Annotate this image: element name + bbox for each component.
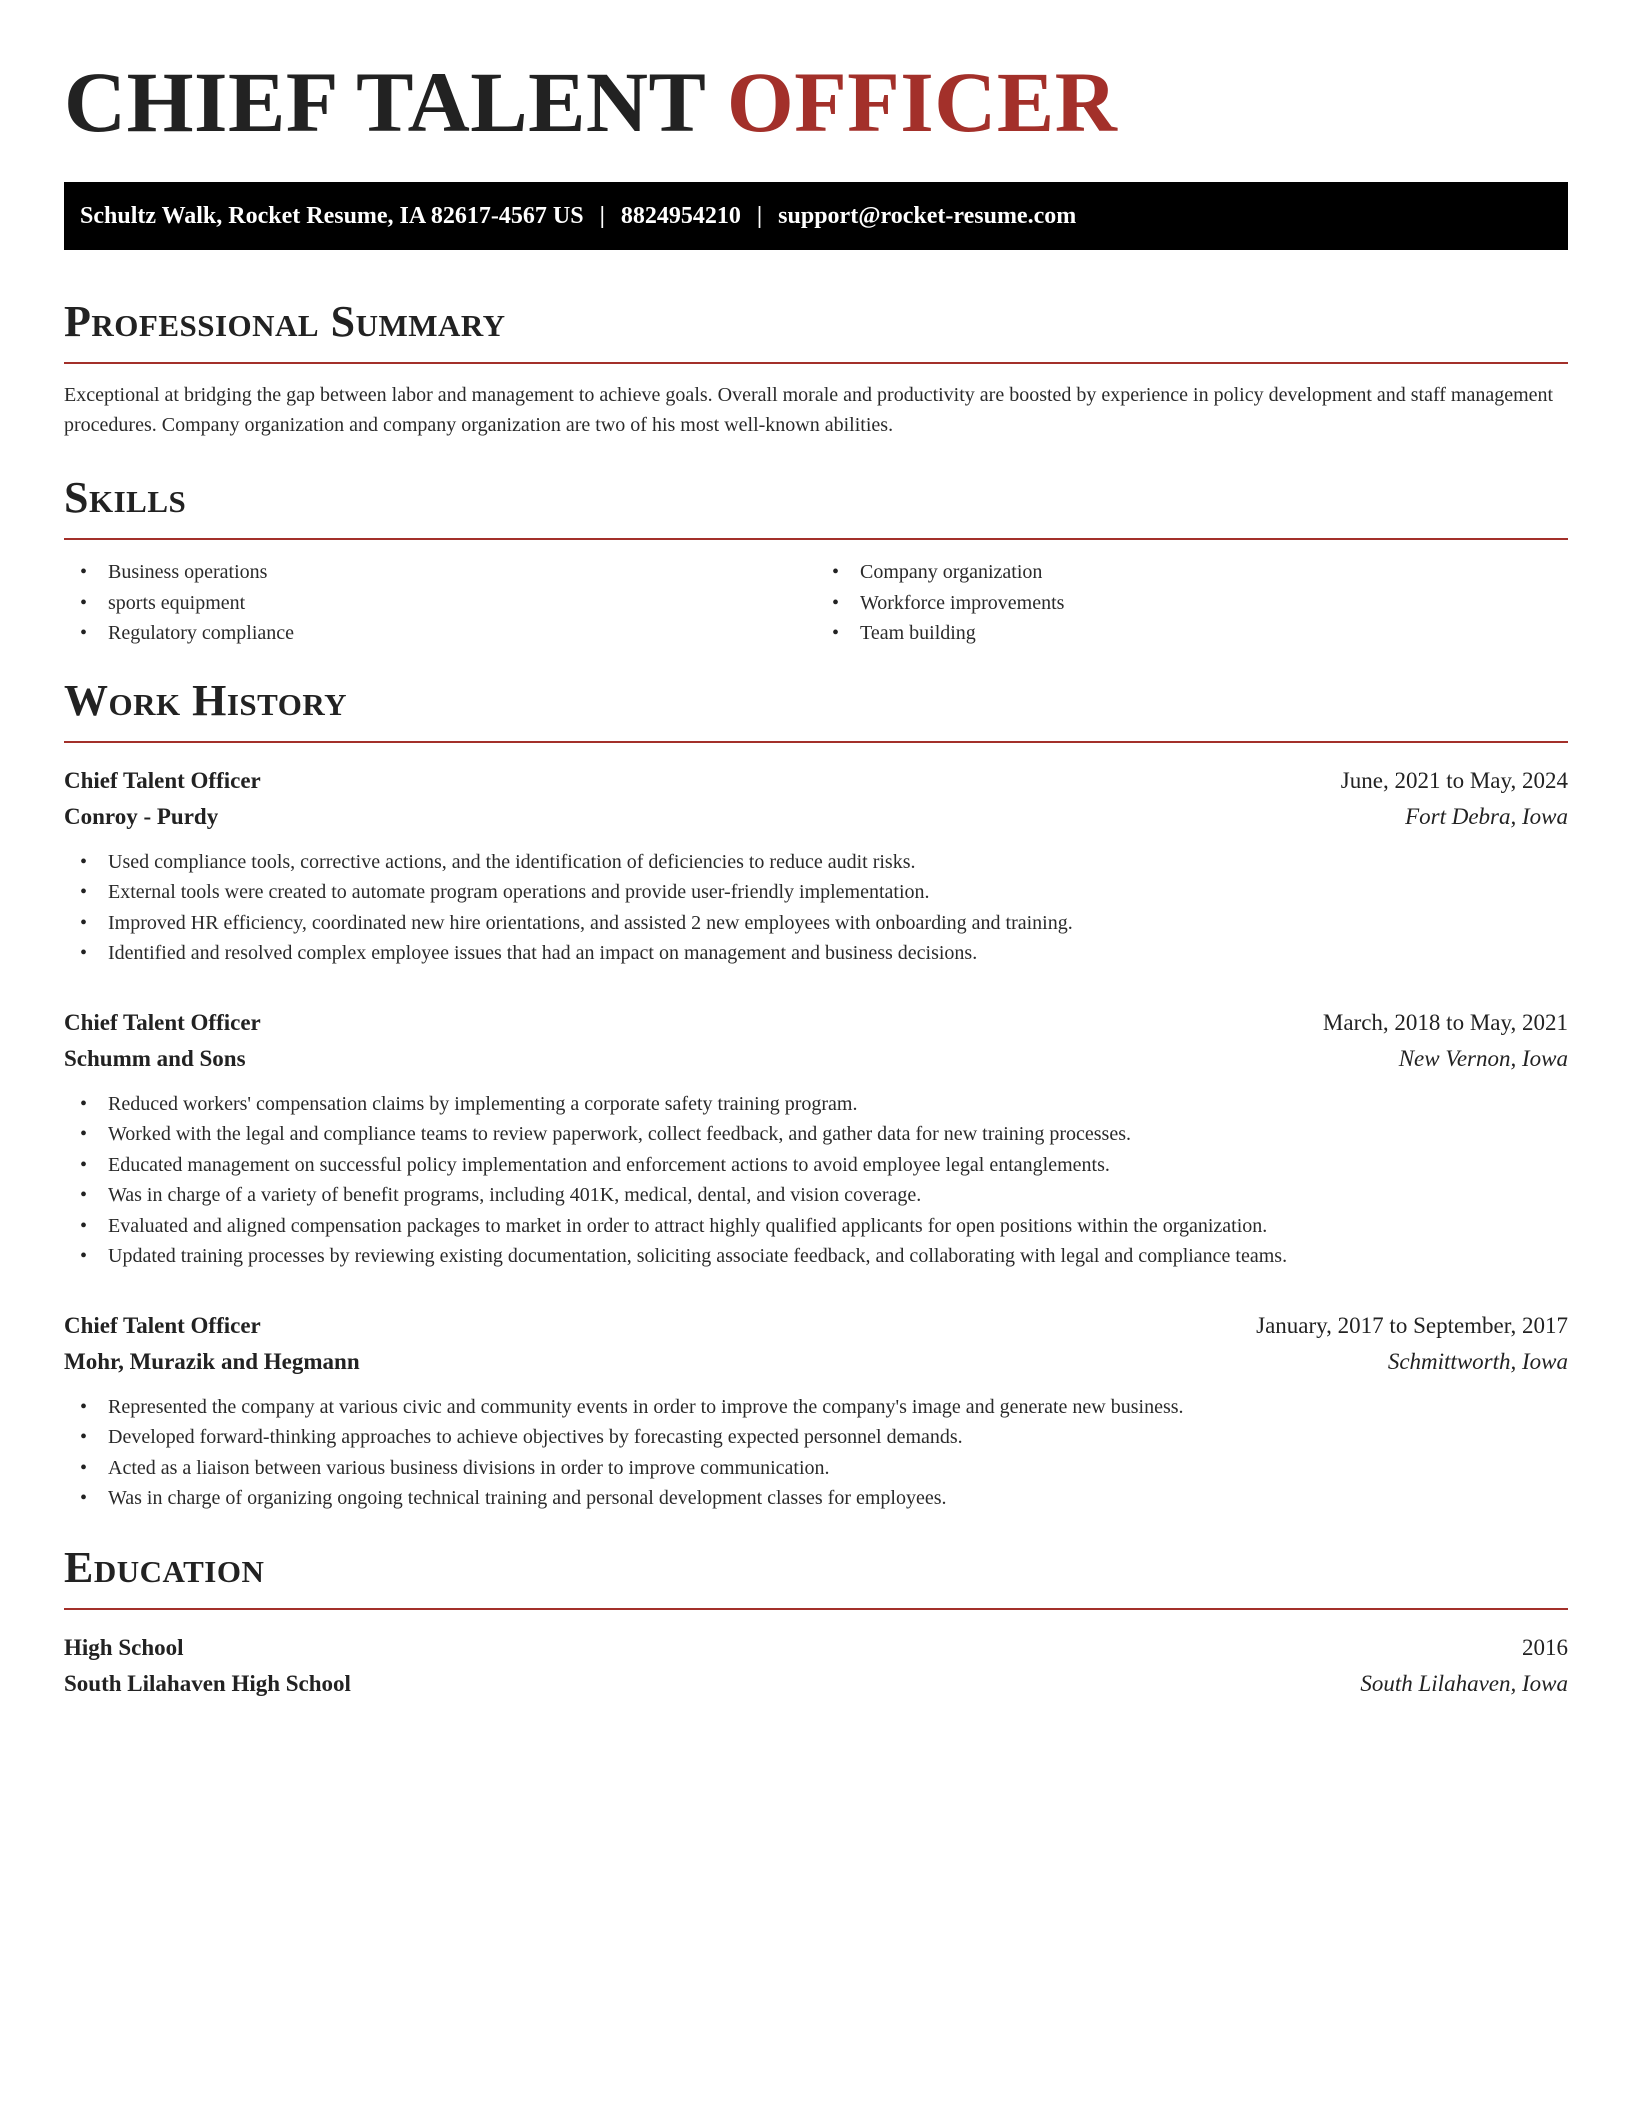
skills-section [64, 472, 1568, 649]
job-bullet: • Reduced workers' compensation claims by implementing a corporate safety training program. [64, 1089, 1568, 1120]
skills-column-right [816, 557, 1568, 649]
education-degree-row [64, 1630, 1568, 1666]
skill-item: • Company organization [816, 557, 1568, 588]
skill-item: • Regulatory compliance [64, 618, 816, 649]
section-divider [64, 741, 1568, 743]
contact-separator: | [599, 202, 605, 229]
job-bullet: • Acted as a liaison between various business divisions in order to improve communication. [64, 1453, 1568, 1484]
job-entry [64, 1308, 1568, 1514]
title-accent: OFFICER [726, 54, 1118, 150]
job-title-row [64, 1005, 1568, 1041]
job-bullet: • External tools were created to automate program operations and provide user-friendly implementation. [64, 877, 1568, 908]
job-bullet: • Updated training processes by reviewing existing documentation, soliciting associate feedback, and collaborating with legal and compliance teams. [64, 1241, 1568, 1272]
job-bullets [64, 1392, 1568, 1514]
job-company: Mohr, Murazik and Hegmann [64, 1348, 360, 1374]
contact-bar [64, 182, 1568, 250]
education-school-row [64, 1666, 1568, 1702]
education-location: South Lilahaven, Iowa [1360, 1670, 1568, 1696]
section-divider [64, 362, 1568, 364]
education-school: South Lilahaven High School [64, 1670, 351, 1696]
education-section [64, 1542, 1568, 1702]
job-entry [64, 763, 1568, 969]
job-company: Schumm and Sons [64, 1045, 246, 1071]
job-bullet: • Identified and resolved complex employee issues that had an impact on management and business decisions. [64, 938, 1568, 969]
section-heading-summary: Professional Summary [64, 297, 506, 346]
job-title: Chief Talent Officer [64, 767, 261, 793]
education-degree: High School [64, 1634, 184, 1660]
job-company-row [64, 1041, 1568, 1077]
education-year: 2016 [1522, 1634, 1568, 1660]
job-bullet: • Improved HR efficiency, coordinated new hire orientations, and assisted 2 new employees with onboarding and training. [64, 908, 1568, 939]
job-bullet: • Was in charge of organizing ongoing technical training and personal development classes for employees. [64, 1483, 1568, 1514]
skills-column-left [64, 557, 816, 649]
job-company-row [64, 1344, 1568, 1380]
job-location: Schmittworth, Iowa [1387, 1348, 1568, 1374]
job-title: Chief Talent Officer [64, 1009, 261, 1035]
job-bullet: • Educated management on successful policy implementation and enforcement actions to avoid employee legal entanglements. [64, 1150, 1568, 1181]
skill-item: • sports equipment [64, 588, 816, 619]
contact-phone: 8824954210 [620, 202, 741, 229]
section-divider [64, 538, 1568, 540]
job-dates: January, 2017 to September, 2017 [1256, 1312, 1568, 1338]
job-bullet: • Worked with the legal and compliance teams to review paperwork, collect feedback, and gather data for new training processes. [64, 1119, 1568, 1150]
job-bullet: • Developed forward-thinking approaches to achieve objectives by forecasting expected personnel demands. [64, 1422, 1568, 1453]
job-bullets [64, 847, 1568, 969]
contact-email: support@rocket-resume.com [778, 202, 1077, 229]
job-bullet: • Evaluated and aligned compensation packages to market in order to attract highly qualified applicants for open positions within the organization. [64, 1211, 1568, 1242]
job-title: Chief Talent Officer [64, 1312, 261, 1338]
job-entry [64, 1005, 1568, 1272]
skill-item: • Workforce improvements [816, 588, 1568, 619]
job-bullets [64, 1089, 1568, 1272]
job-bullet: • Used compliance tools, corrective actions, and the identification of deficiencies to reduce audit risks. [64, 847, 1568, 878]
resume-title [64, 56, 1568, 148]
skill-item: • Business operations [64, 557, 816, 588]
job-title-row [64, 1308, 1568, 1344]
job-bullet: • Was in charge of a variety of benefit programs, including 401K, medical, dental, and vision coverage. [64, 1180, 1568, 1211]
section-divider [64, 1608, 1568, 1610]
summary-section [64, 296, 1568, 440]
education-entry [64, 1630, 1568, 1702]
contact-separator: | [756, 202, 763, 229]
skill-item: • Team building [816, 618, 1568, 649]
work-history-section [64, 675, 1568, 1514]
title-main: CHIEF TALENT [64, 54, 705, 150]
section-heading-work-history: Work History [64, 675, 348, 725]
contact-address: Schultz Walk, Rocket Resume, IA 82617-4567 US [80, 202, 584, 229]
job-location: Fort Debra, Iowa [1405, 803, 1568, 829]
job-company: Conroy - Purdy [64, 803, 219, 829]
skills-grid [64, 557, 1568, 649]
job-dates: March, 2018 to May, 2021 [1322, 1009, 1568, 1035]
summary-text: Exceptional at bridging the gap between labor and management to achieve goals. Overall morale and productivity are boosted by experience in policy development and staff management procedures. Company organization and company organization are two of his most well-known abilities. [64, 384, 1554, 436]
section-heading-education: Education [64, 1542, 265, 1592]
job-dates: June, 2021 to May, 2024 [1340, 767, 1568, 793]
job-location: New Vernon, Iowa [1398, 1045, 1568, 1071]
job-bullet: • Represented the company at various civic and community events in order to improve the company's image and generate new business. [64, 1392, 1568, 1423]
job-company-row [64, 799, 1568, 835]
section-heading-skills: Skills [64, 473, 187, 522]
job-title-row [64, 763, 1568, 799]
